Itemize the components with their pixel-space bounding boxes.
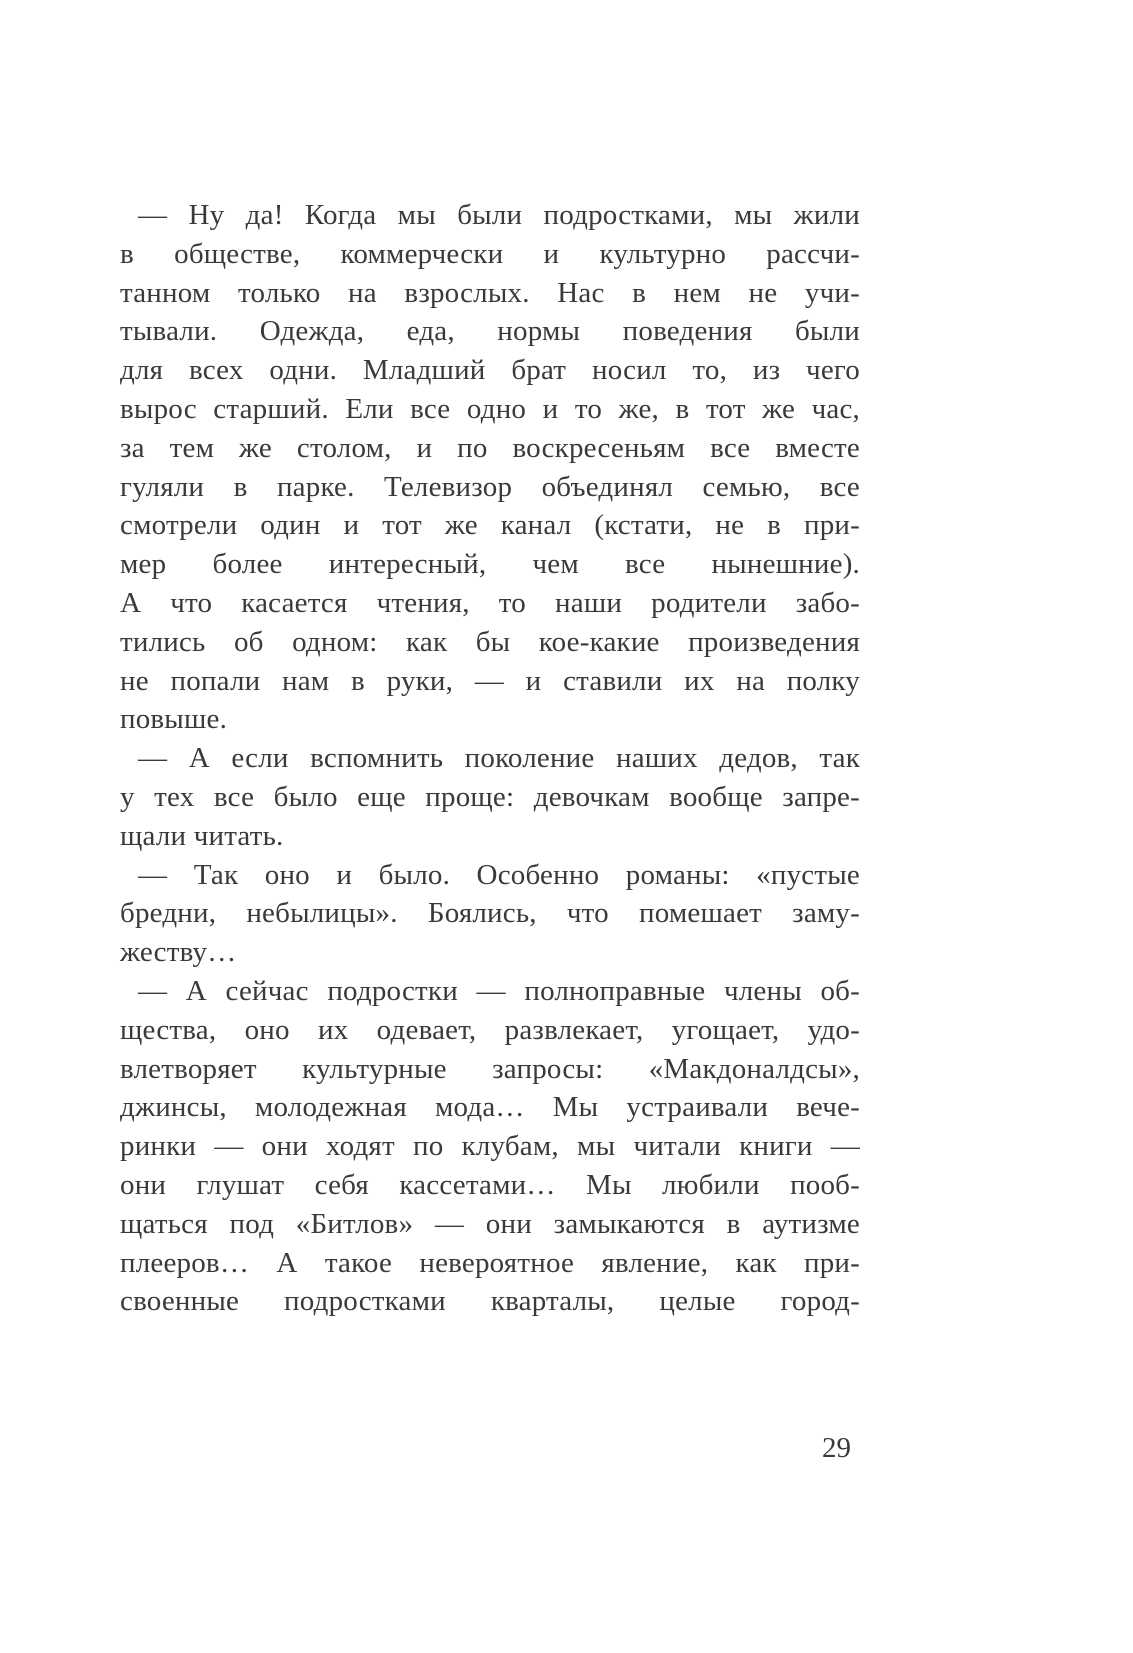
text-line: тились об одном: как бы кое-какие произведения xyxy=(120,625,860,658)
text-line: для всех одни. Младший брат носил то, из чего xyxy=(120,354,860,387)
text-line: плееров… А такое невероятное явление, как при- xyxy=(120,1246,860,1279)
text-line: жеству… xyxy=(120,936,237,969)
paragraph-2 xyxy=(120,739,860,855)
text-line: тывали. Одежда, еда, нормы поведения были xyxy=(120,315,860,348)
text-line: щали читать. xyxy=(120,819,284,852)
text-line: не попали нам в руки, — и ставили их на полку xyxy=(120,664,860,697)
paragraph-1 xyxy=(120,196,860,739)
page-number: 29 xyxy=(822,1432,851,1464)
text-line: А что касается чтения, то наши родители забо- xyxy=(120,586,860,619)
text-line: за тем же столом, и по воскресеньям все вместе xyxy=(120,431,860,464)
text-line: в обществе, коммерчески и культурно рассчи- xyxy=(120,237,860,270)
text-line: вырос старший. Ели все одно и то же, в тот же час, xyxy=(120,392,860,425)
paragraph-3 xyxy=(120,856,860,972)
text-line: влетворяет культурные запросы: «Макдоналдсы», xyxy=(120,1052,860,1085)
text-line: у тех все было еще проще: девочкам вообще запре- xyxy=(120,780,860,813)
text-line: мер более интересный, чем все нынешние). xyxy=(120,548,860,581)
text-line: своенные подростками кварталы, целые город- xyxy=(120,1285,860,1318)
paragraph-4 xyxy=(120,972,860,1321)
text-line: танном только на взрослых. Нас в нем не учи- xyxy=(120,276,860,309)
text-line: — А сейчас подростки — полноправные члены об- xyxy=(138,974,860,1007)
text-line: ринки — они ходят по клубам, мы читали книги — xyxy=(120,1130,860,1163)
text-line: они глушат себя кассетами… Мы любили пооб- xyxy=(120,1168,860,1201)
text-line: бредни, небылицы». Боялись, что помешает заму- xyxy=(120,897,860,930)
text-line: щаться под «Битлов» — они замыкаются в аутизме xyxy=(120,1207,860,1240)
text-line: щества, оно их одевает, развлекает, угощает, удо- xyxy=(120,1013,860,1046)
text-line: — Так оно и было. Особенно романы: «пустые xyxy=(138,858,860,891)
text-line: смотрели один и тот же канал (кстати, не в при- xyxy=(120,509,860,542)
text-line: повыше. xyxy=(120,703,228,736)
body-text xyxy=(120,196,860,1321)
text-line: — А если вспомнить поколение наших дедов, так xyxy=(138,742,860,775)
text-line: джинсы, молодежная мода… Мы устраивали вече- xyxy=(120,1091,860,1124)
text-line: гуляли в парке. Телевизор объединял семью, все xyxy=(120,470,860,503)
text-line: — Ну да! Когда мы были подростками, мы жили xyxy=(138,199,860,231)
